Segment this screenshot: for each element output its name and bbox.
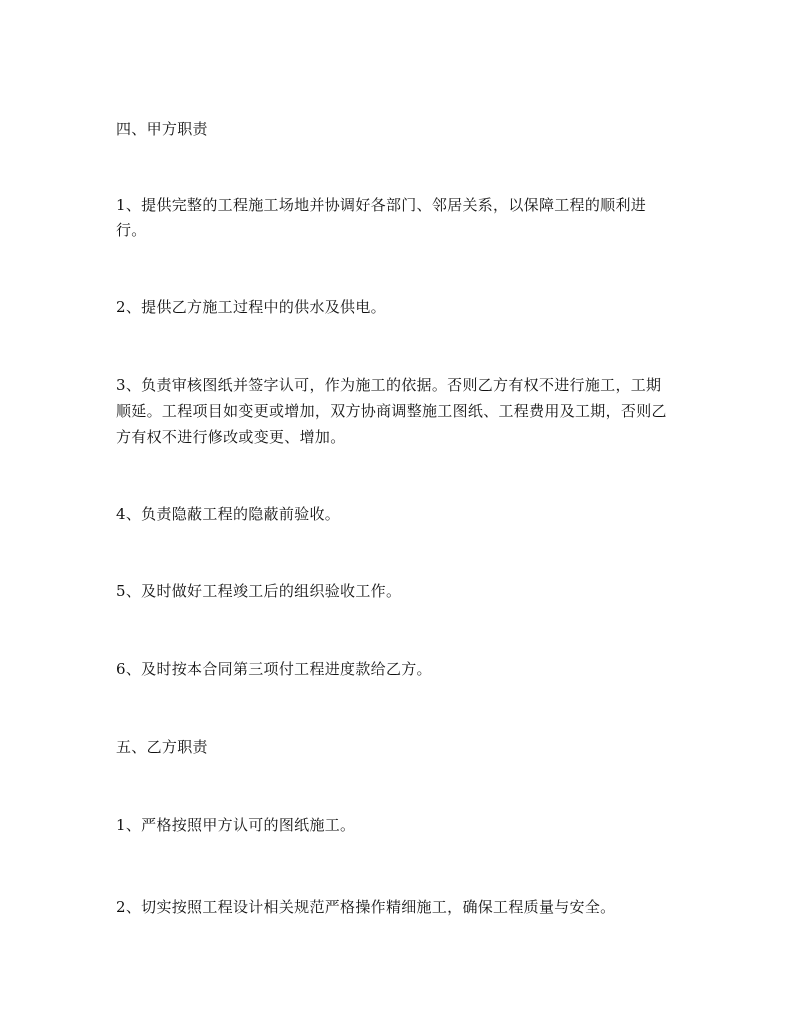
party-a-item-3-line-3: 方有权不进行修改或变更、增加。 bbox=[116, 428, 346, 446]
party-a-item-1-line-1: 1、提供完整的工程施工场地并协调好各部门、邻居关系，以保障工程的顺利进 bbox=[116, 196, 647, 214]
section-heading-party-a: 四、甲方职责 bbox=[116, 120, 208, 138]
party-a-item-6: 6、及时按本合同第三项付工程进度款给乙方。 bbox=[116, 660, 432, 678]
party-a-item-1-line-2: 行。 bbox=[116, 221, 147, 239]
party-a-item-4: 4、负责隐蔽工程的隐蔽前验收。 bbox=[116, 505, 341, 523]
party-b-item-2: 2、切实按照工程设计相关规范严格操作精细施工，确保工程质量与安全。 bbox=[116, 898, 616, 916]
party-a-item-2: 2、提供乙方施工过程中的供水及供电。 bbox=[116, 298, 386, 316]
party-a-item-5: 5、及时做好工程竣工后的组织验收工作。 bbox=[116, 582, 402, 600]
party-b-item-1: 1、严格按照甲方认可的图纸施工。 bbox=[116, 816, 356, 834]
party-a-item-3-line-1: 3、负责审核图纸并签字认可，作为施工的依据。否则乙方有权不进行施工，工期 bbox=[116, 376, 662, 394]
party-a-item-3-line-2: 顺延。工程项目如变更或增加，双方协商调整施工图纸、工程费用及工期，否则乙 bbox=[116, 402, 667, 420]
section-heading-party-b: 五、乙方职责 bbox=[116, 738, 208, 756]
